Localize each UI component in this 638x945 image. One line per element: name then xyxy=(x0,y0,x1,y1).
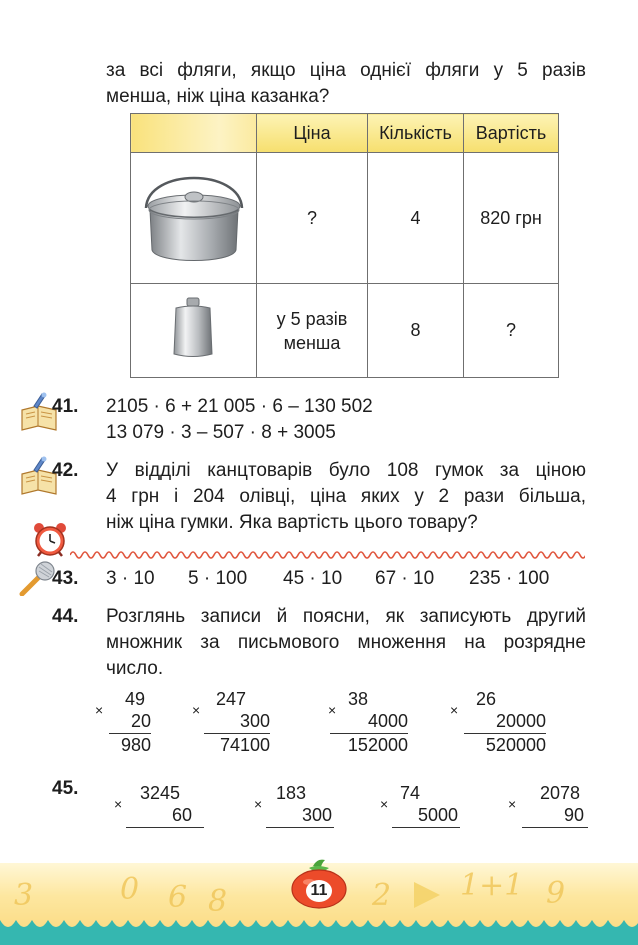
task-43-item: 67 · 10 xyxy=(375,568,435,589)
table-row xyxy=(131,153,559,284)
times-sign: × xyxy=(254,796,263,812)
intro-line-1: за всі фляги, якщо ціна однієї фляги у 5 разів xyxy=(106,60,586,81)
flask-quantity: 8 xyxy=(368,284,464,378)
multiplicand: 38 xyxy=(347,689,368,709)
task-44-line-2: множник за письмового множення на розрядне xyxy=(106,632,586,653)
decor-digit: 3 xyxy=(14,878,34,913)
product: 152000 xyxy=(347,735,408,755)
multiplicand: 247 xyxy=(215,689,246,709)
multiplication-exercise xyxy=(508,782,588,830)
decor-digit: 2 xyxy=(372,878,392,913)
answer-line xyxy=(266,827,334,828)
table-row xyxy=(131,284,559,378)
task-43-item: 3 · 10 xyxy=(106,568,155,589)
decor-digit: 1+1 xyxy=(460,868,524,903)
page-number: 11 xyxy=(310,882,328,899)
multiplier: 4000 xyxy=(367,711,408,731)
task-43-item: 5 · 100 xyxy=(188,568,248,589)
task-41-line-1: 2105 · 6 + 21 005 · 6 – 130 502 xyxy=(106,396,373,417)
multiplier: 300 xyxy=(301,805,332,825)
times-sign: × xyxy=(508,796,517,812)
flask-price xyxy=(257,284,368,378)
decor-digit: 0 xyxy=(120,872,140,907)
answer-line xyxy=(392,827,460,828)
footer-wave xyxy=(0,912,638,945)
multiplier: 20000 xyxy=(495,711,546,731)
multiplicand: 49 xyxy=(124,689,145,709)
times-sign: × xyxy=(192,702,201,718)
task-44-line-3: число. xyxy=(106,658,164,679)
answer-line xyxy=(126,827,204,828)
wavy-divider xyxy=(70,548,585,562)
multiplication-exercise xyxy=(380,782,460,830)
decor-digit: 8 xyxy=(208,884,228,919)
pot-cell xyxy=(131,153,257,284)
multiplicand: 2078 xyxy=(539,783,580,803)
multiplication-example xyxy=(95,688,151,758)
intro-line-2: менша, ніж ціна казанка? xyxy=(106,86,330,107)
multiplicand: 26 xyxy=(475,689,496,709)
table-header-price: Ціна xyxy=(257,114,368,153)
table-header-row xyxy=(131,114,559,153)
multiplier: 300 xyxy=(239,711,270,731)
triangle-decor-icon xyxy=(410,880,444,910)
product: 74100 xyxy=(219,735,270,755)
pot-quantity: 4 xyxy=(368,153,464,284)
multiplication-example xyxy=(450,688,546,758)
decor-digit: 9 xyxy=(546,876,566,911)
product: 520000 xyxy=(485,735,546,755)
pot-image xyxy=(138,164,250,268)
table-header-quantity: Кількість xyxy=(368,114,464,153)
multiplier: 5000 xyxy=(417,805,458,825)
task-43-item: 235 · 100 xyxy=(469,568,550,589)
times-sign: × xyxy=(450,702,459,718)
task-42-line-3: ніж ціна гумки. Яка вартість цього товару? xyxy=(106,512,478,533)
times-sign: × xyxy=(328,702,337,718)
multiplicand: 3245 xyxy=(139,783,180,803)
times-sign: × xyxy=(95,702,104,718)
times-sign: × xyxy=(114,796,123,812)
answer-line xyxy=(522,827,588,828)
task-41-line-2: 13 079 · 3 – 507 · 8 + 3005 xyxy=(106,422,336,443)
task-44-number: 44. xyxy=(52,606,79,627)
multiplier: 20 xyxy=(130,711,151,731)
pot-cost: 820 грн xyxy=(464,153,559,284)
multiplier: 60 xyxy=(171,805,192,825)
flask-price-line-2: менша xyxy=(283,332,341,353)
task-44-line-1: Розглянь записи й поясни, як записують другий xyxy=(106,606,586,627)
flask-cost: ? xyxy=(464,284,559,378)
table-header-empty xyxy=(131,114,257,153)
decor-digit: 6 xyxy=(168,880,188,915)
flask-price-line-1: у 5 разів xyxy=(276,308,348,329)
multiplication-exercise xyxy=(114,782,204,830)
multiplicand: 74 xyxy=(399,783,420,803)
table-header-cost: Вартість xyxy=(464,114,559,153)
task-42-number: 42. xyxy=(52,460,79,481)
multiplication-example xyxy=(328,688,408,758)
task-41-number: 41. xyxy=(52,396,79,417)
task-42-line-1: У відділі канцтоварів було 108 гумок за ціною xyxy=(106,460,586,481)
product: 980 xyxy=(120,735,151,755)
task-45-number: 45. xyxy=(52,778,79,799)
flask-image xyxy=(170,296,218,360)
multiplier: 90 xyxy=(563,805,584,825)
multiplication-example xyxy=(192,688,270,758)
task-43-number: 43. xyxy=(52,568,79,589)
price-table xyxy=(130,113,559,378)
flask-cell xyxy=(131,284,257,378)
pot-price: ? xyxy=(257,153,368,284)
multiplication-exercise xyxy=(254,782,334,830)
multiplicand: 183 xyxy=(275,783,306,803)
times-sign: × xyxy=(380,796,389,812)
task-42-line-2: 4 грн і 204 олівці, ціна яких у 2 рази більша, xyxy=(106,486,586,507)
alarm-clock-icon xyxy=(30,520,70,560)
task-43-item: 45 · 10 xyxy=(283,568,343,589)
